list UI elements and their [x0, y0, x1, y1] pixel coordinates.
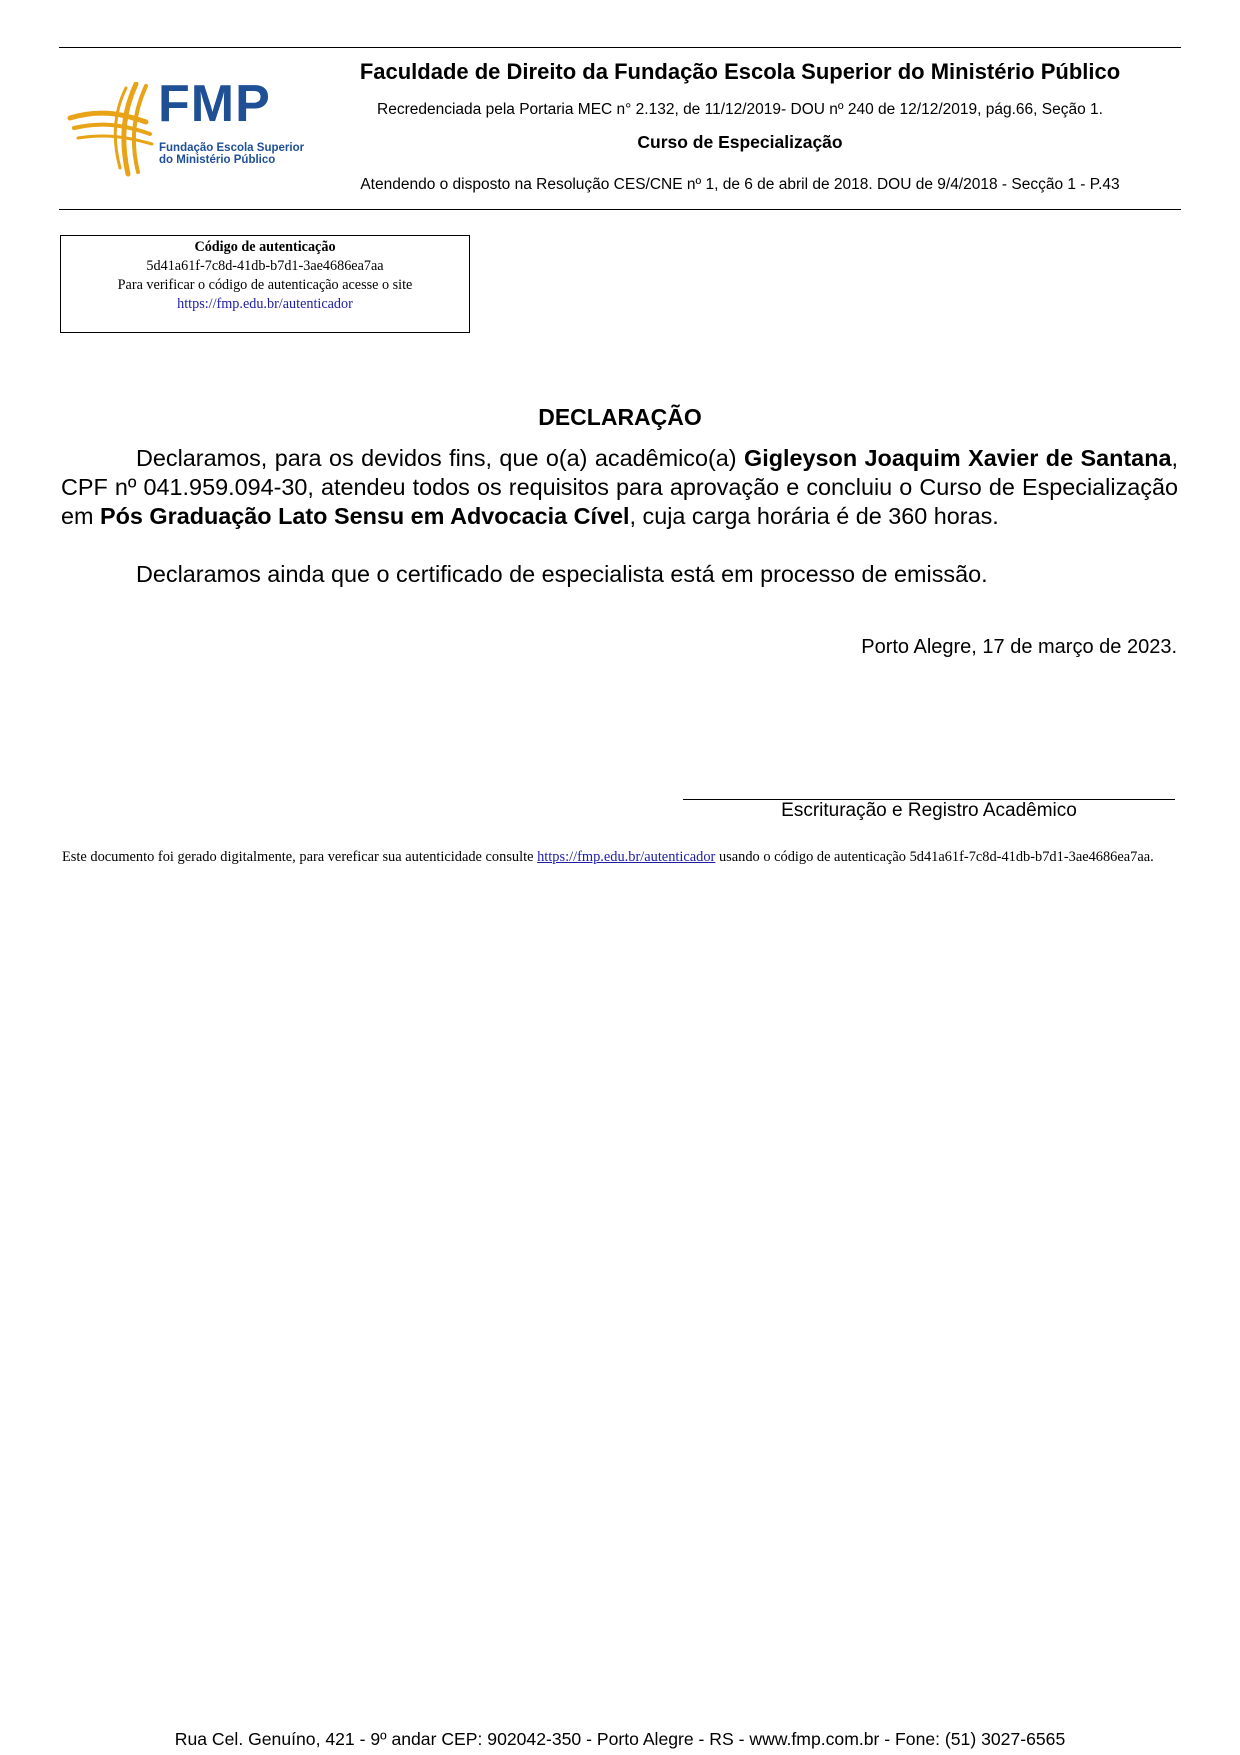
- auth-url-link[interactable]: https://fmp.edu.br/autenticador: [177, 296, 353, 312]
- auth-code: 5d41a61f-7c8d-41db-b7d1-3ae4686ea7aa: [146, 258, 384, 274]
- resolution-note: Atendendo o disposto na Resolução CES/CNE nº 1, de 6 de abril de 2018. DOU de 9/4/2018 - Secção 1 - P.43: [360, 176, 1120, 193]
- declaration-text-a: Declaramos, para os devidos fins, que o(a) acadêmico(a): [136, 445, 745, 471]
- authentication-box: [60, 235, 470, 333]
- fmp-logo-swoosh-icon: [66, 82, 158, 178]
- declaration-paragraph-1: [61, 444, 1178, 531]
- student-name: Gigleyson Joaquim Xavier de Santana: [744, 445, 1172, 471]
- footnote-text-a: Este documento foi gerado digitalmente, para vereficar sua autenticidade consulte: [62, 849, 538, 865]
- recredentialing-note: Recredenciada pela Portaria MEC n° 2.132, de 11/12/2019- DOU nº 240 de 12/12/2019, pág.66, Seção 1.: [377, 101, 1103, 118]
- header-bottom-rule: [59, 209, 1181, 210]
- declaration-text-c: , cuja carga horária é de 360 horas.: [629, 503, 999, 529]
- logo-subtitle: [159, 142, 304, 166]
- place-date: Porto Alegre, 17 de março de 2023.: [861, 636, 1177, 658]
- declaration-title: DECLARAÇÃO: [538, 404, 702, 430]
- course-type: Curso de Especialização: [637, 132, 843, 152]
- auth-label: Código de autenticação: [194, 239, 336, 255]
- declaration-paragraph-2: Declaramos ainda que o certificado de especialista está em processo de emissão.: [136, 561, 988, 587]
- institution-title: Faculdade de Direito da Fundação Escola Superior do Ministério Público: [359, 59, 1121, 84]
- logo-subtitle-line2: do Ministério Público: [159, 154, 276, 166]
- fmp-logo: [66, 75, 305, 180]
- logo-subtitle-line1: Fundação Escola Superior: [159, 142, 305, 154]
- authenticity-footnote: [62, 848, 1176, 867]
- declaration-text-b: , CPF nº 041.959.094-30, atendeu todos os requisitos para aprovação e concluiu o Curso de Especialização em: [61, 445, 1178, 529]
- page-footer-address: Rua Cel. Genuíno, 421 - 9º andar CEP: 902042-350 - Porto Alegre - RS - www.fmp.com.br - Fone: (51) 3027-6565: [174, 1729, 1066, 1749]
- auth-verify-text: Para verificar o código de autenticação acesse o site: [117, 277, 413, 293]
- footnote-url-link[interactable]: https://fmp.edu.br/autenticador: [537, 849, 716, 865]
- logo-wordmark: FMP: [158, 75, 271, 133]
- footnote-text-b: usando o código de autenticação 5d41a61f-7c8d-41db-b7d1-3ae4686ea7aa.: [715, 849, 1154, 865]
- header-top-rule: [59, 47, 1181, 48]
- signature-label: Escrituração e Registro Acadêmico: [781, 800, 1077, 821]
- course-name: Pós Graduação Lato Sensu em Advocacia Cível: [100, 503, 630, 529]
